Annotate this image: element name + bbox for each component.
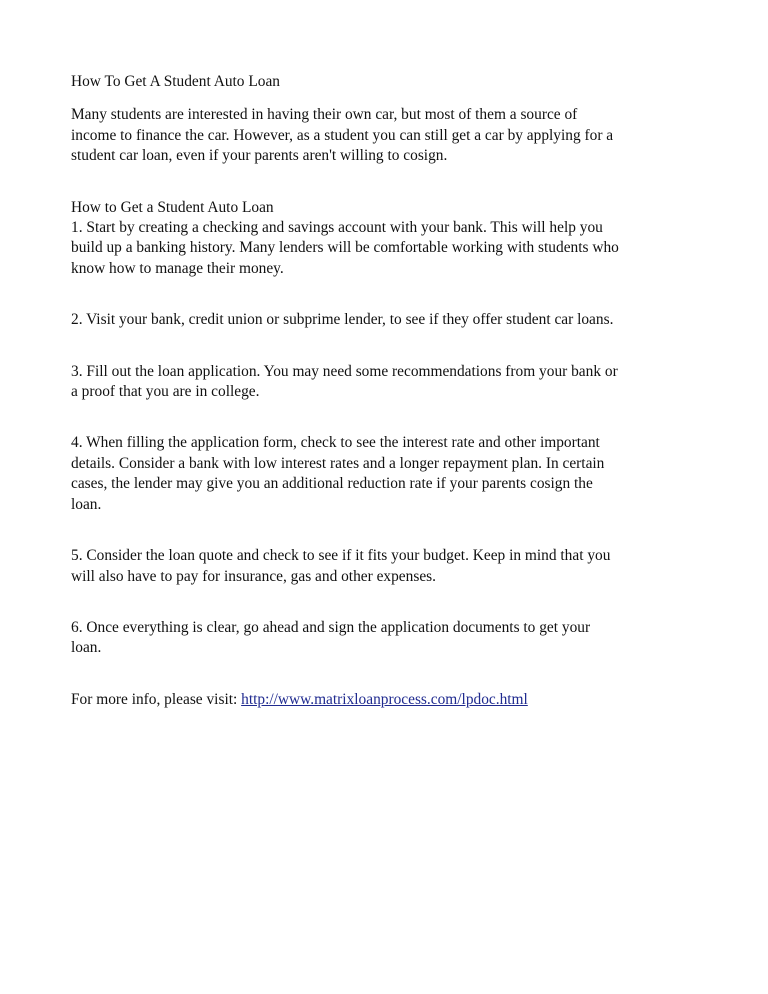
intro-line: income to finance the car. However, as a student you can still get a car by applying for a [71,126,614,144]
step-line: will also have to pay for insurance, gas and other expenses. [71,567,436,585]
step-line: loan. [71,639,102,657]
step-line: 3. Fill out the loan application. You may need some recommendations from your bank or [71,362,618,380]
step-4-paragraph [71,433,711,515]
step-line: know how to manage their money. [71,259,284,277]
step-line: cases, the lender may give you an additional reduction rate if your parents cosign the [71,475,593,493]
step-line: 4. When filling the application form, check to see the interest rate and other important [71,434,600,452]
step-line: 1. Start by creating a checking and savings account with your bank. This will help you [71,219,603,237]
step-line: 5. Consider the loan quote and check to see if it fits your budget. Keep in mind that you [71,547,611,565]
step-2-paragraph [71,310,711,330]
step-line: 2. Visit your bank, credit union or subprime lender, to see if they offer student car loans. [71,311,614,329]
step-1-paragraph [71,218,711,279]
document-title: How To Get A Student Auto Loan [71,73,280,90]
step-line: build up a banking history. Many lenders will be comfortable working with students who [71,239,619,257]
step-line: loan. [71,495,102,513]
intro-paragraph [71,105,711,166]
step-5-paragraph [71,546,711,587]
info-link[interactable]: http://www.matrixloanprocess.com/lpdoc.html [241,690,528,708]
footer-line [71,690,711,710]
step-3-paragraph [71,362,711,403]
document-page [71,72,711,710]
intro-line: Many students are interested in having their own car, but most of them a source of [71,106,578,124]
footer-text: For more info, please visit: [71,690,242,708]
step-line: 6. Once everything is clear, go ahead and sign the application documents to get your [71,618,591,636]
section-subtitle: How to Get a Student Auto Loan [71,198,274,216]
step-6-paragraph [71,618,711,659]
intro-line: student car loan, even if your parents aren't willing to cosign. [71,147,448,165]
step-line: a proof that you are in college. [71,383,260,401]
step-line: details. Consider a bank with low interest rates and a longer repayment plan. In certain [71,454,605,472]
